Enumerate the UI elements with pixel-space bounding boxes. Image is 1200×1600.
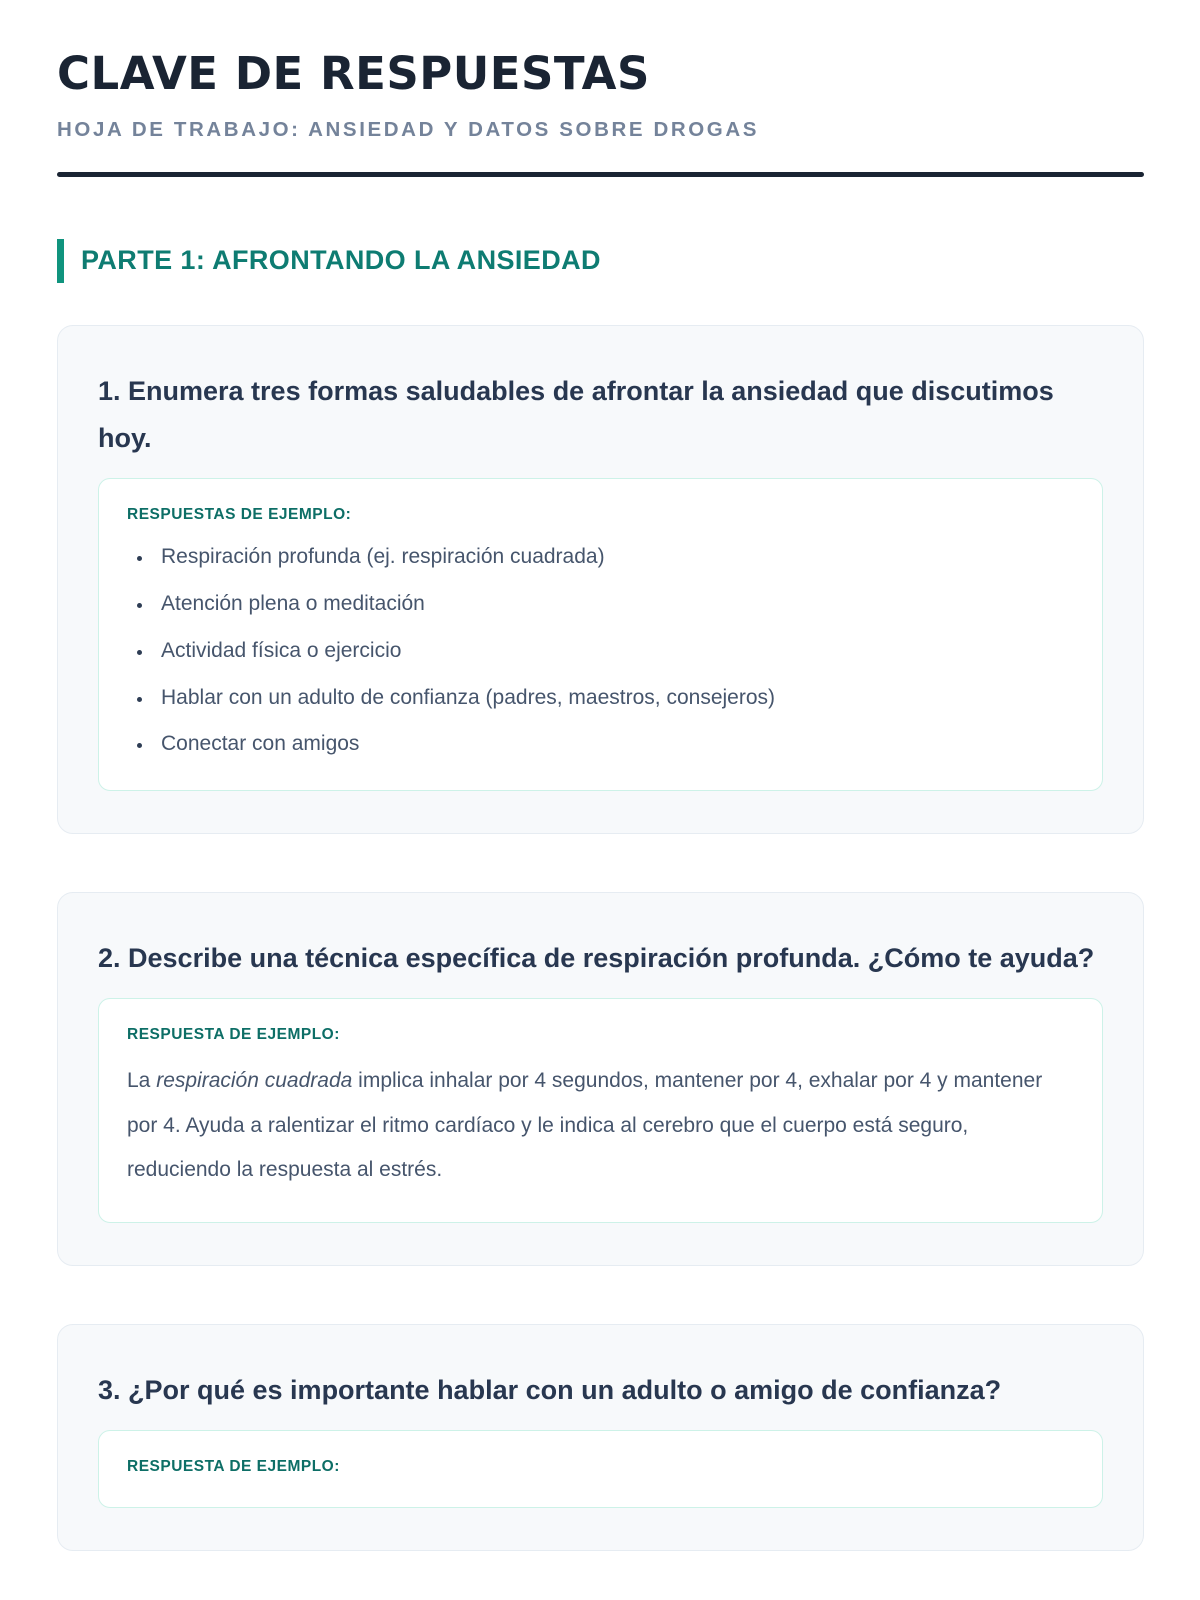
question-card-3 [57, 1324, 1144, 1551]
answer-paragraph [127, 1059, 1072, 1191]
answer-label: RESPUESTAS DE EJEMPLO: [127, 505, 352, 523]
page-subtitle: HOJA DE TRABAJO: ANSIEDAD Y DATOS SOBRE DROGAS [57, 117, 760, 141]
header-divider [57, 172, 1144, 177]
page-header [57, 48, 1144, 177]
section-accent-bar [57, 239, 64, 283]
answer-item: • Atención plena o meditación [154, 588, 1072, 620]
section-title: PARTE 1: AFRONTANDO LA ANSIEDAD [81, 245, 601, 276]
answer-item: • Conectar con amigos [154, 728, 1072, 760]
answer-label: RESPUESTA DE EJEMPLO: [127, 1026, 340, 1044]
answer-text-body: implica inhalar por 4 segundos, mantener por 4, exhalar por 4 y mantener por 4. Ayuda a ralentizar el ritmo cardíaco y le indica al cerebro que el cuerpo está seguro, reduciendo la respuesta al estrés. [127, 1069, 1043, 1181]
answer-list [127, 541, 1072, 761]
answer-item: • Hablar con un adulto de confianza (padres, maestros, consejeros) [154, 682, 1072, 714]
answer-text-intro: La [127, 1069, 157, 1093]
answer-item: • Actividad física o ejercicio [154, 635, 1072, 667]
question-text: 3. ¿Por qué es importante hablar con un adulto o amigo de confianza? [98, 1374, 1002, 1405]
question-card-1 [57, 325, 1144, 835]
question-text: 1. Enumera tres formas saludables de afrontar la ansiedad que discutimos hoy. [98, 375, 1054, 453]
answer-box [98, 998, 1103, 1222]
question-card-2 [57, 892, 1144, 1265]
answer-item: • Respiración profunda (ej. respiración cuadrada) [154, 541, 1072, 573]
question-text: 2. Describe una técnica específica de respiración profunda. ¿Cómo te ayuda? [98, 943, 1095, 974]
answer-box [98, 478, 1103, 792]
answer-box [98, 1430, 1103, 1508]
answer-text-italic-term: respiración cuadrada [156, 1069, 353, 1093]
section-heading [57, 239, 1144, 283]
answer-label: RESPUESTA DE EJEMPLO: [127, 1457, 340, 1475]
page-title: CLAVE DE RESPUESTAS [57, 47, 650, 100]
